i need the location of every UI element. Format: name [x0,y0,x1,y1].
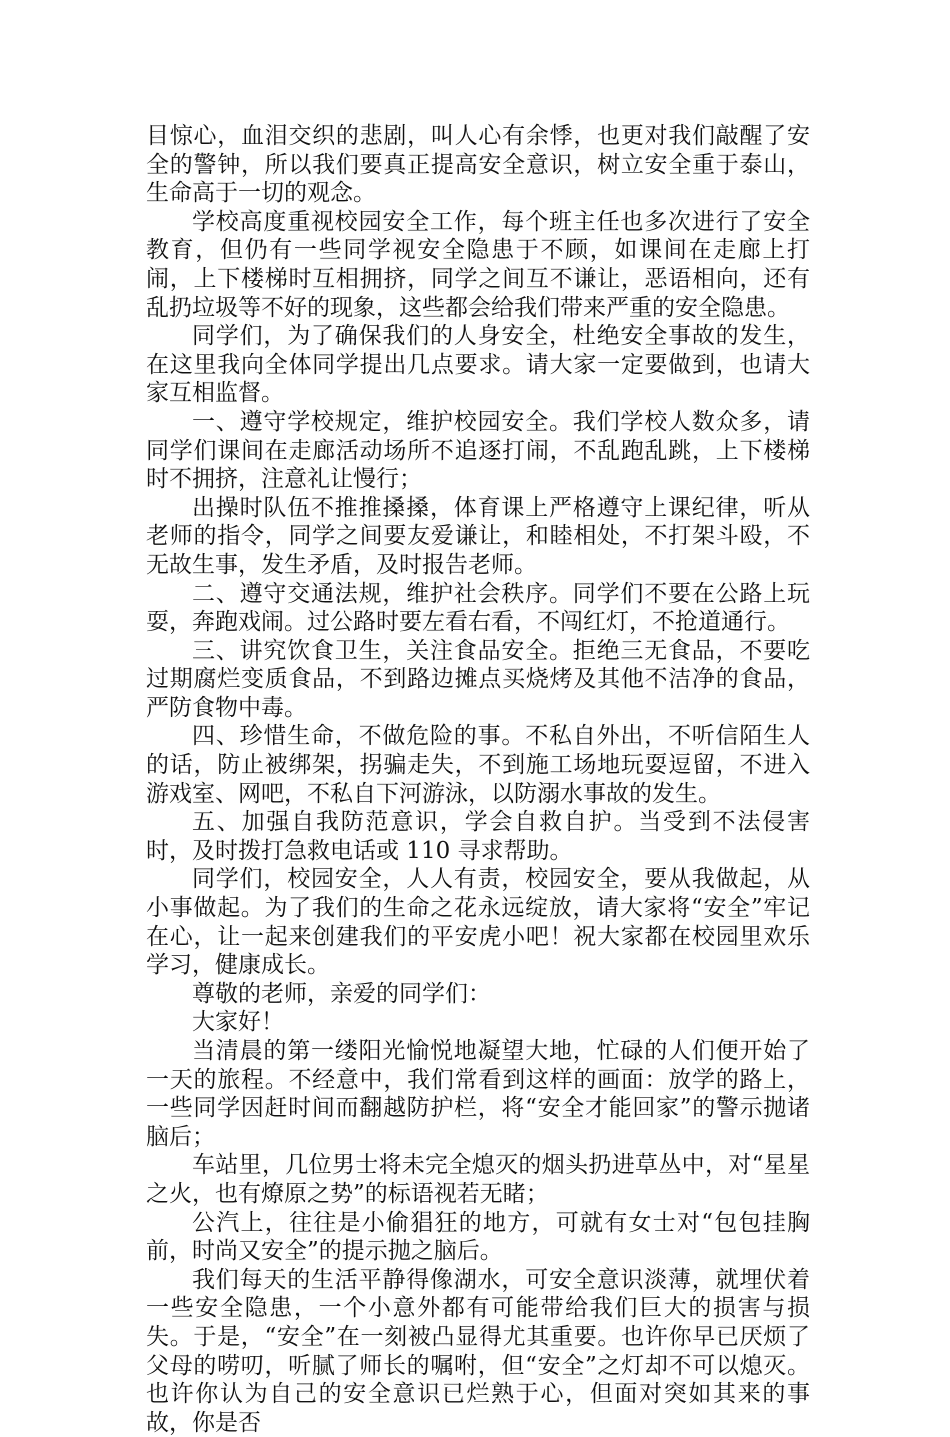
paragraph-13: 当清晨的第一缕阳光愉悦地凝望大地，忙碌的人们便开始了一天的旅程。不经意中，我们常看到这样的画面：放学的路上，一些同学因赶时间而翻越防护栏，将“安全才能回家”的警示抛诸脑后； [146,1038,810,1150]
paragraph-7: 三、讲究饮食卫生，关注食品安全。拒绝三无食品，不要吃过期腐烂变质食品，不到路边摊点买烧烤及其他不洁净的食品，严防食物中毒。 [146,637,810,721]
paragraph-5: 出操时队伍不推推搡搡，体育课上严格遵守上课纪律，听从老师的指令，同学之间要友爱谦让，和睦相处，不打架斗殴，不无故生事，发生矛盾，及时报告老师。 [146,494,810,578]
paragraph-16: 我们每天的生活平静得像湖水，可安全意识淡薄，就埋伏着一些安全隐患，一个小意外都有可能带给我们巨大的损害与损失。于是，“安全”在一刻被凸显得尤其重要。也许你早已厌烦了父母的唠叨，听腻了师长的嘱咐，但“安全”之灯却不可以熄灭。也许你认为自己的安全意识已烂熟于心，但面对突如其来的事故，你是否 [146,1266,810,1436]
paragraph-12: 大家好！ [192,1009,284,1036]
paragraph-9: 五、加强自我防范意识，学会自救自护。当受到不法侵害时，及时拨打急救电话或 110 寻求帮助。 [146,809,810,864]
document-body [146,122,810,1437]
paragraph-6: 二、遵守交通法规，维护社会秩序。同学们不要在公路上玩耍，奔跑戏闹。过公路时要左看右看，不闯红灯，不抢道通行。 [146,580,810,636]
paragraph-8: 四、珍惜生命，不做危险的事。不私自外出，不听信陌生人的话，防止被绑架，拐骗走失，不到施工场地玩耍逗留，不进入游戏室、网吧，不私自下河游泳，以防溺水事故的发生。 [146,723,810,807]
paragraph-11: 尊敬的老师，亲爱的同学们： [192,980,491,1007]
paragraph-14: 车站里，几位男士将未完全熄灭的烟头扔进草丛中，对“星星之火，也有燎原之势”的标语视若无睹； [146,1152,810,1207]
paragraph-15: 公汽上，往往是小偷猖狂的地方，可就有女士对“包包挂胸前，时尚又安全”的提示抛之脑后。 [146,1209,810,1265]
paragraph-4: 一、遵守学校规定，维护校园安全。我们学校人数众多，请同学们课间在走廊活动场所不追逐打闹，不乱跑乱跳，上下楼梯时不拥挤，注意礼让慢行； [146,408,810,493]
paragraph-3: 同学们，为了确保我们的人身安全，杜绝安全事故的发生，在这里我向全体同学提出几点要求。请大家一定要做到，也请大家互相监督。 [146,323,810,407]
paragraph-10: 同学们，校园安全，人人有责，校园安全，要从我做起，从小事做起。为了我们的生命之花永远绽放，请大家将“安全”牢记在心，让一起来创建我们的平安虎小吧！祝大家都在校园里欢乐学习，健康成长。 [146,866,810,979]
paragraph-2: 学校高度重视校园安全工作，每个班主任也多次进行了安全教育，但仍有一些同学视安全隐患于不顾，如课间在走廊上打闹，上下楼梯时互相拥挤，同学之间互不谦让，恶语相向，还有乱扔垃圾等不好的现象，这些都会给我们带来严重的安全隐患。 [146,208,810,321]
paragraph-1: 目惊心，血泪交织的悲剧，叫人心有余悸，也更对我们敲醒了安全的警钟，所以我们要真正提高安全意识，树立安全重于泰山，生命高于一切的观念。 [146,123,810,207]
